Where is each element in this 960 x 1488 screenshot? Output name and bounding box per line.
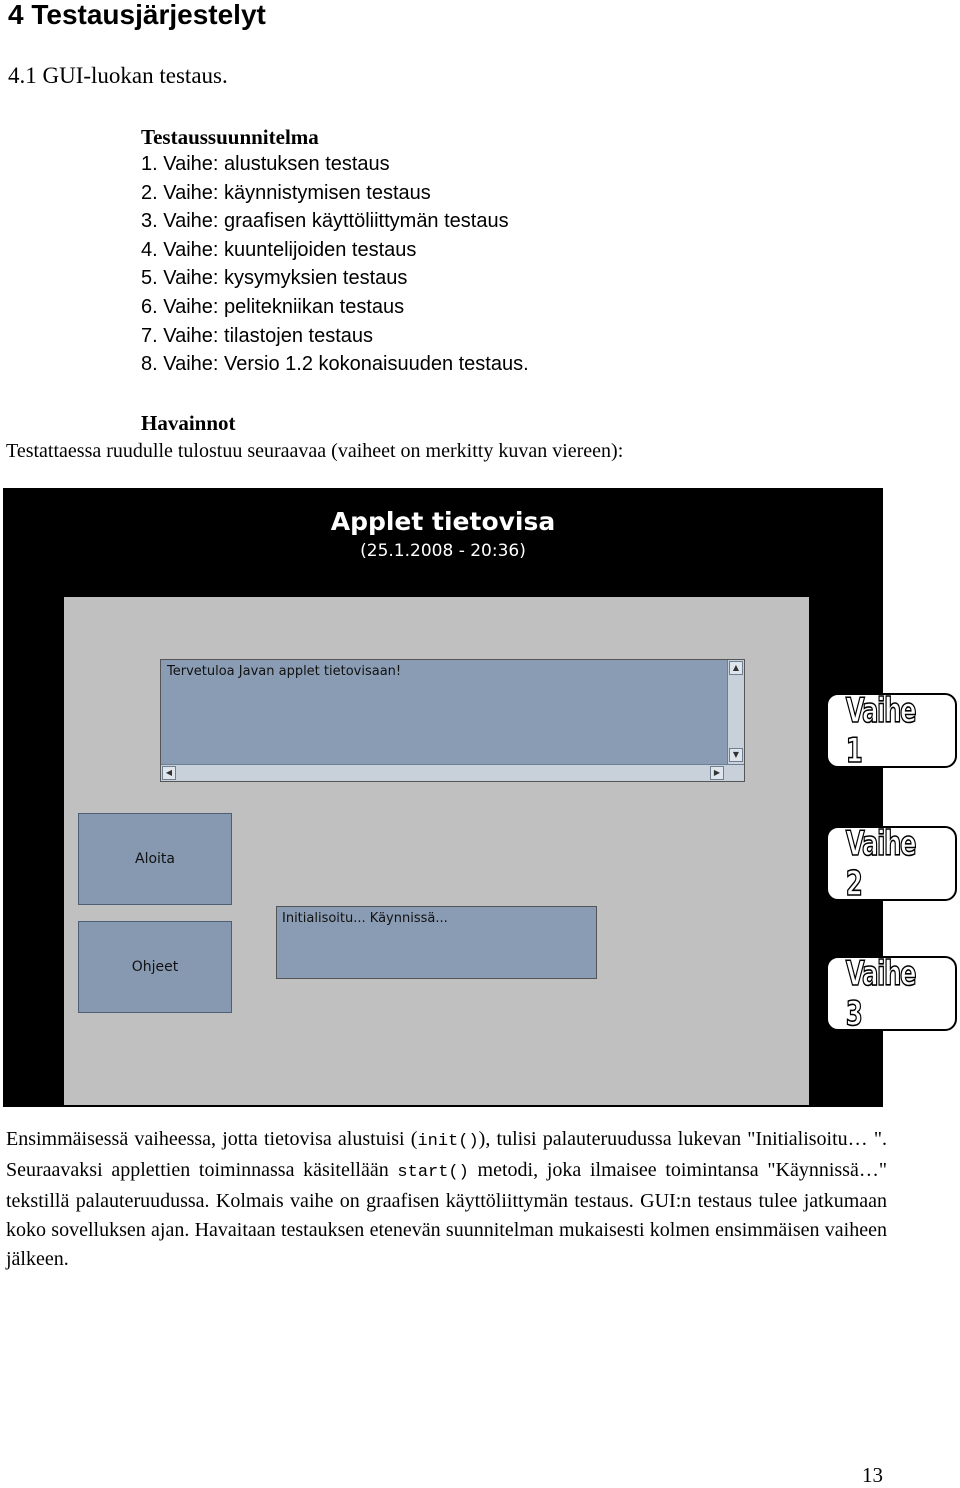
scroll-up-icon[interactable]: ▲ [729, 661, 743, 675]
init-code: init() [417, 1132, 479, 1151]
observations-intro: Testattaessa ruudulle tulostuu seuraavaa (vaiheet on merkitty kuvan viereen): [6, 440, 624, 462]
plan-item: 4. Vaihe: kuuntelijoiden testaus [141, 238, 417, 261]
plan-item: 7. Vaihe: tilastojen testaus [141, 324, 373, 347]
plan-item: 1. Vaihe: alustuksen testaus [141, 153, 390, 175]
plan-title: Testaussuunnitelma [141, 125, 319, 149]
applet-panel [64, 597, 809, 1105]
applet-screenshot [3, 488, 883, 1107]
start-button[interactable]: Aloita [78, 813, 232, 905]
scroll-right-icon[interactable]: ▶ [710, 766, 724, 780]
phase-2-label: Vaihe 2 [826, 826, 957, 901]
plan-item: 8. Vaihe: Versio 1.2 kokonaisuuden testaus. [141, 353, 529, 376]
observations-title: Havainnot [141, 411, 236, 435]
subsection-heading: 4.1 GUI-luokan testaus. [8, 63, 228, 88]
phase-3-label: Vaihe 3 [826, 956, 957, 1031]
scroll-down-icon[interactable]: ▼ [729, 748, 743, 762]
horizontal-scrollbar[interactable] [161, 764, 744, 781]
applet-date: (25.1.2008 - 20:36) [360, 541, 526, 561]
plan-item: 2. Vaihe: käynnistymisen testaus [141, 181, 431, 204]
help-button[interactable]: Ohjeet [78, 921, 232, 1013]
page-number: 13 [862, 1463, 883, 1487]
plan-list [141, 150, 529, 379]
phase-1-label: Vaihe 1 [826, 693, 957, 768]
section-heading: 4 Testausjärjestelyt [8, 0, 266, 30]
status-field: Initialisoitu... Käynnissä... [276, 906, 597, 979]
description-paragraph: Ensimmäisessä vaiheessa, jotta tietovisa alustuisi (init()), tulisi palauteruudussa lukevan "Initialisoitu… ". Seuraavaksi applettien toiminnassa käsitellään start() metodi, joka ilmaisee toimintansa "Käynnissä…" tekstillä palauteruudussa. Kolmais vaihe on graafisen käyttöliittymän testaus. GUI:n testaus tulee jatkumaan koko sovelluksen ajan. Havaitaan testauksen etenevän suunnitelman mukaisesti kolmen ensimmäisen vaiheen jälkeen. [6, 1128, 888, 1270]
plan-item: 3. Vaihe: graafisen käyttöliittymän testaus [141, 210, 509, 233]
welcome-text: Tervetuloa Javan applet tietovisaan! [167, 664, 402, 679]
applet-title: Applet tietovisa [330, 507, 556, 536]
scroll-left-icon[interactable]: ◀ [162, 766, 176, 780]
vertical-scrollbar[interactable] [727, 660, 744, 764]
plan-item: 6. Vaihe: pelitekniikan testaus [141, 295, 405, 318]
welcome-textarea[interactable] [160, 659, 745, 782]
start-code: start() [397, 1163, 469, 1182]
plan-item: 5. Vaihe: kysymyksien testaus [141, 267, 408, 290]
